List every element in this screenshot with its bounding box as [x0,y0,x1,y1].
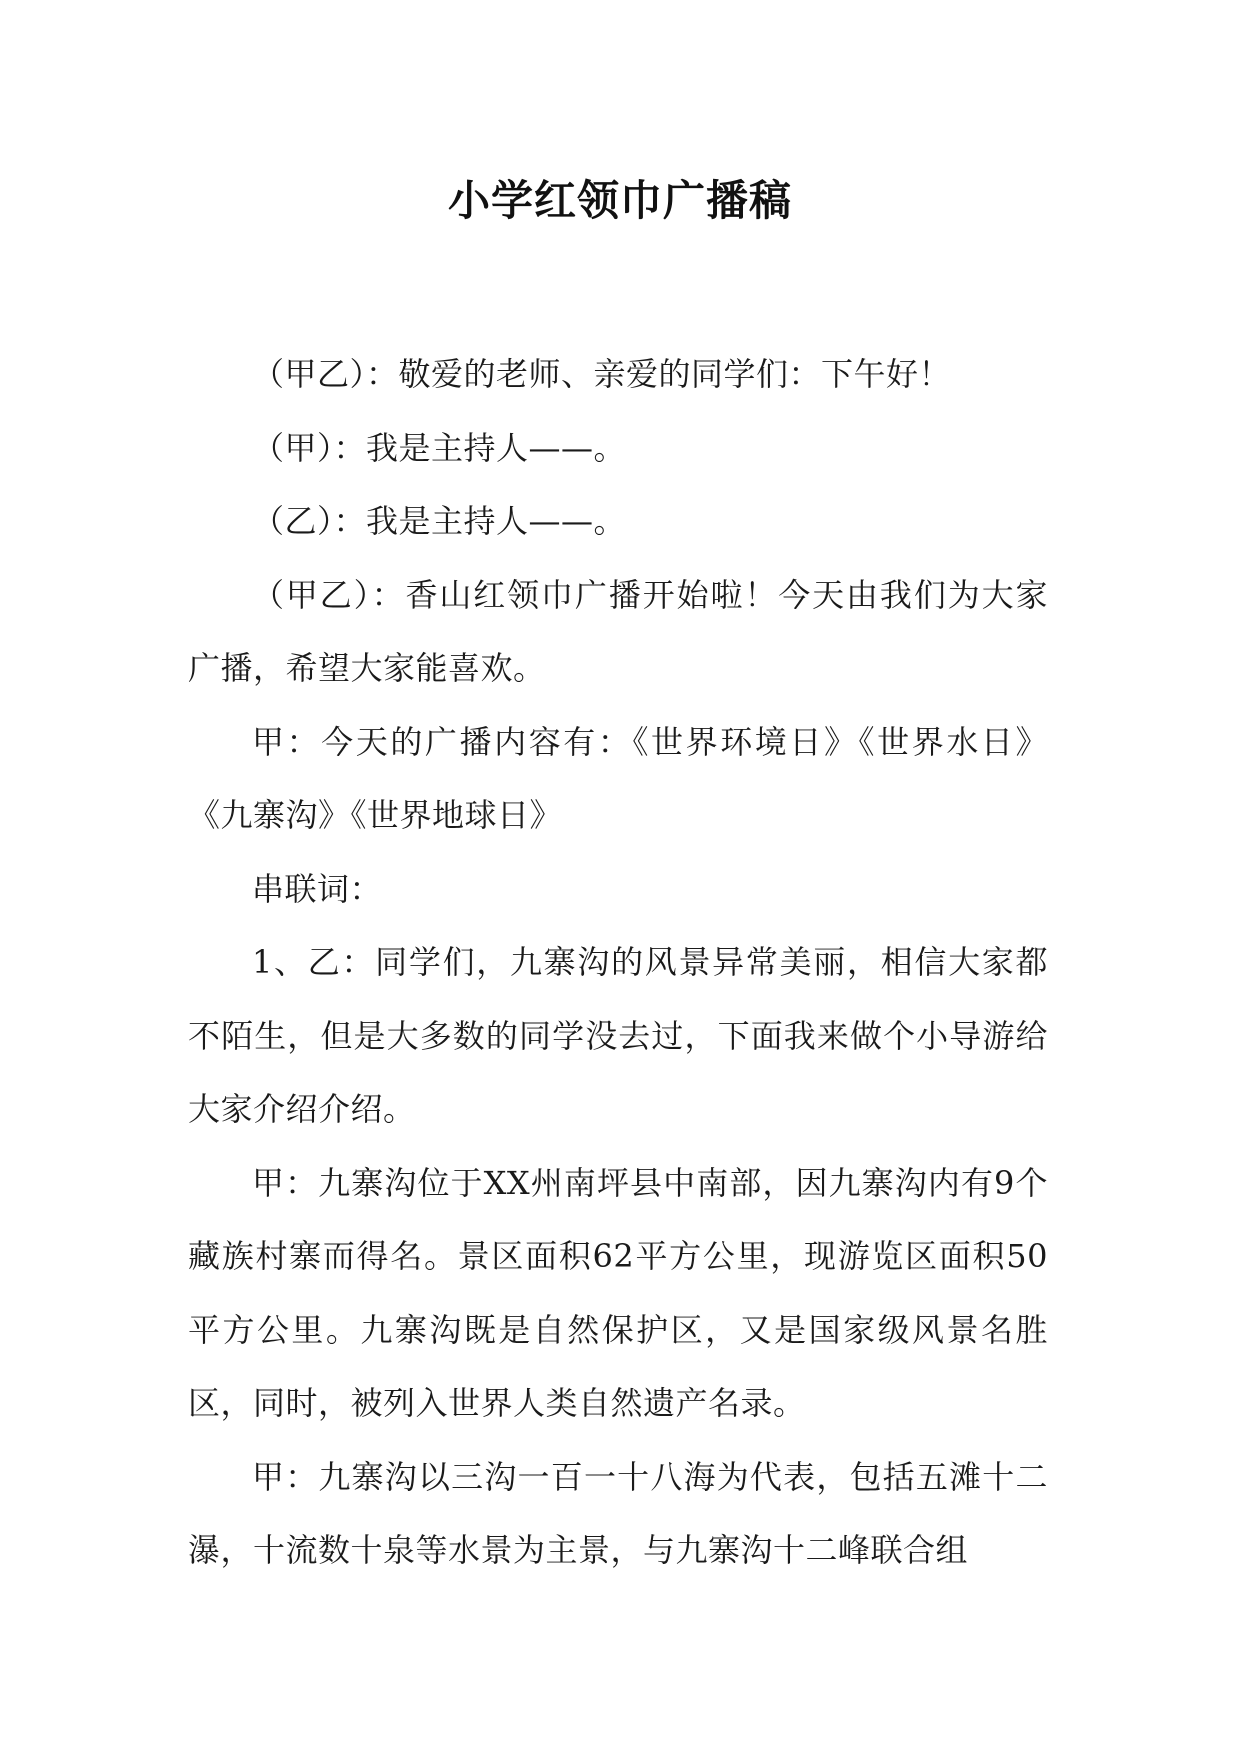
paragraph-linking-1: 1、乙：同学们，九寨沟的风景异常美丽，相信大家都不陌生，但是大多数的同学没去过，下面我来做个小导游给大家介绍介绍。 [188,943,1048,1128]
paragraph-opening: （甲乙）：香山红领巾广播开始啦！今天由我们为大家广播，希望大家能喜欢。 [188,575,1048,687]
paragraph-host-jia: （甲）：我是主持人——。 [252,428,627,467]
document-title: 小学红领巾广播稿 [447,176,792,225]
document-body [188,338,1048,1588]
paragraph-contents: 甲：今天的广播内容有：《世界环境日》《世界水日》《九寨沟》《世界地球日》 [188,722,1048,834]
paragraph-linking-heading: 串联词： [252,869,383,908]
paragraph-host-yi: （乙）：我是主持人——。 [252,502,627,540]
paragraph-jiuzhaigou-intro: 甲：九寨沟位于XX州南坪县中南部，因九寨沟内有9个藏族村寨而得名。景区面积62平方公里，现游览区面积50平方公里。九寨沟既是自然保护区，又是国家级风景名胜区，同时，被列入世界人类自然遗产名录。 [188,1163,1048,1422]
paragraph-greeting: （甲乙）：敬爱的老师、亲爱的同学们：下午好！ [252,355,952,393]
paragraph-jiuzhaigou-scenery: 甲：九寨沟以三沟一百一十八海为代表，包括五滩十二瀑，十流数十泉等水景为主景，与九寨沟十二峰联合组 [188,1457,1048,1569]
